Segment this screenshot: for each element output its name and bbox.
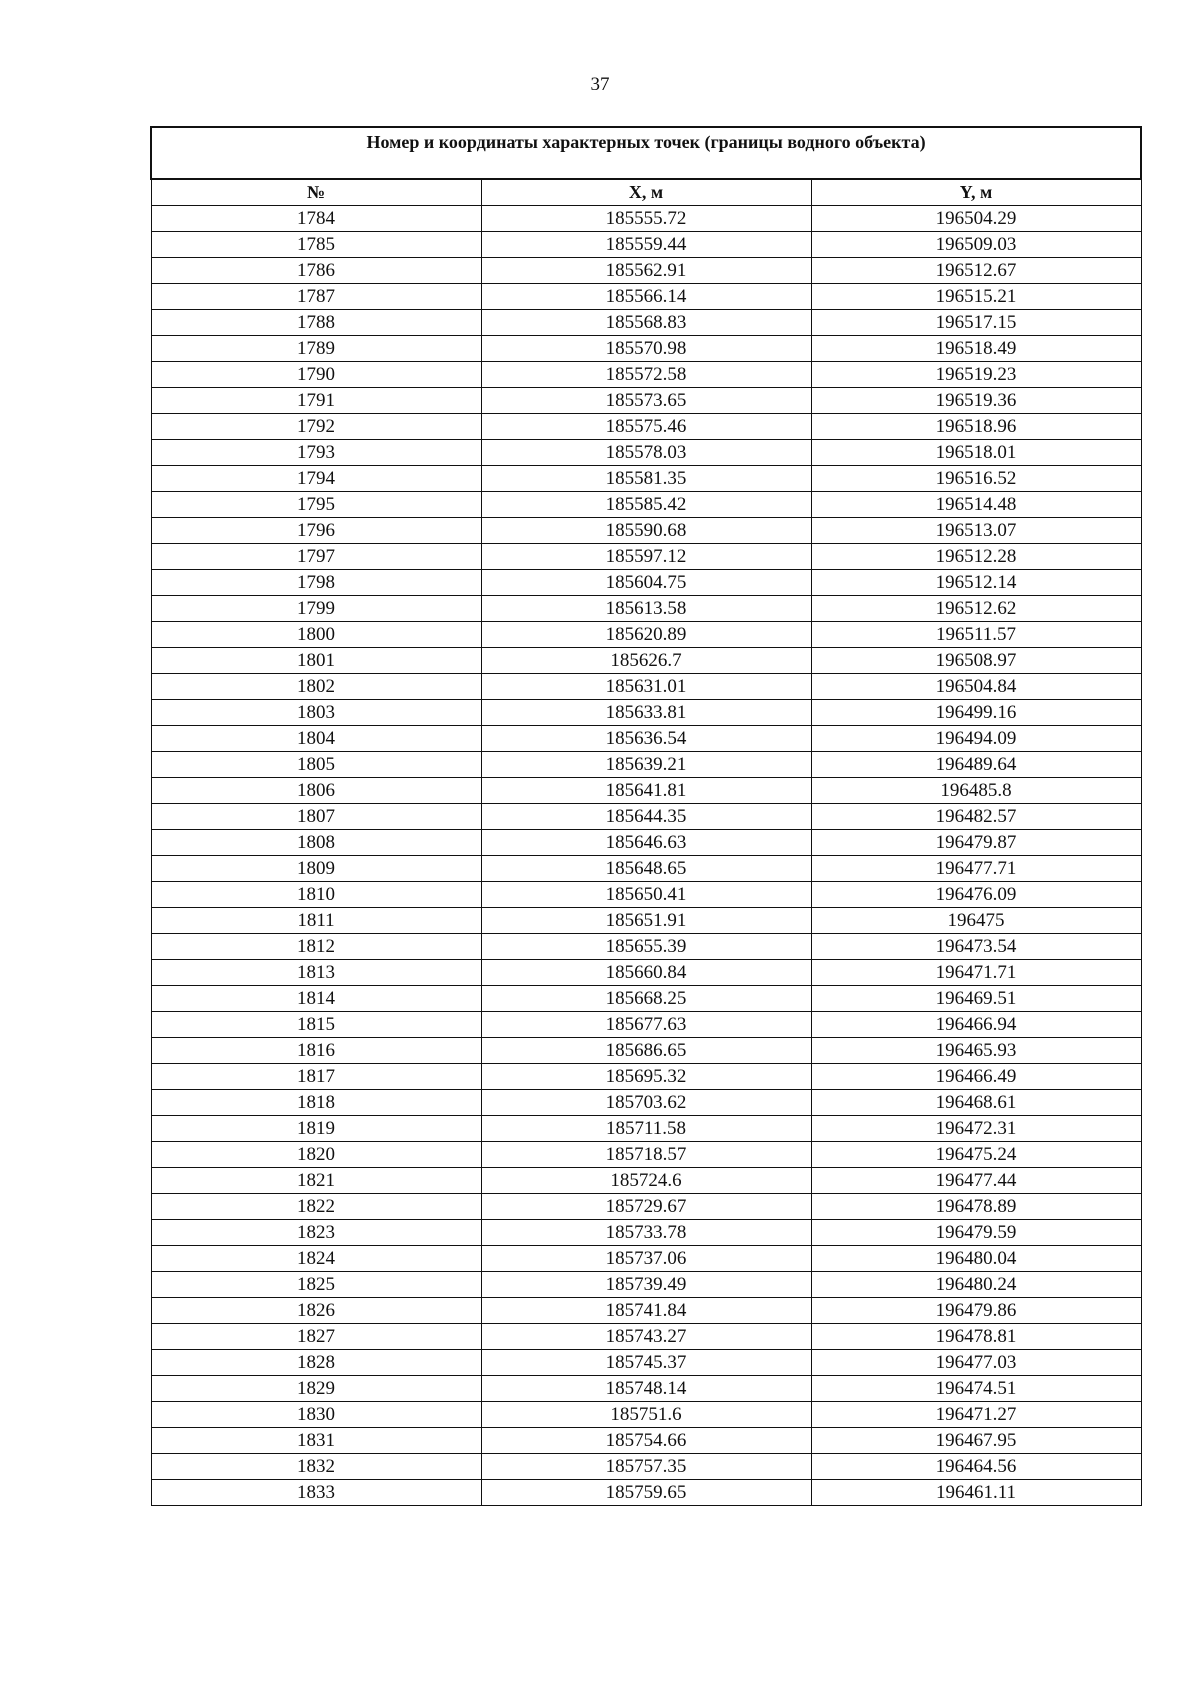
point-number-cell: 1807: [151, 804, 481, 830]
table-row: [151, 518, 1141, 544]
y-coordinate-cell: 196512.28: [811, 544, 1141, 570]
y-coordinate-cell: 196485.8: [811, 778, 1141, 804]
point-number-cell: 1788: [151, 310, 481, 336]
x-coordinate-cell: 185648.65: [481, 856, 811, 882]
table-row: [151, 284, 1141, 310]
table-row: [151, 1168, 1141, 1194]
point-number-cell: 1802: [151, 674, 481, 700]
x-coordinate-cell: 185613.58: [481, 596, 811, 622]
table-row: [151, 258, 1141, 284]
point-number-cell: 1796: [151, 518, 481, 544]
x-coordinate-cell: 185655.39: [481, 934, 811, 960]
point-number-cell: 1814: [151, 986, 481, 1012]
point-number-cell: 1798: [151, 570, 481, 596]
x-coordinate-cell: 185562.91: [481, 258, 811, 284]
point-number-cell: 1823: [151, 1220, 481, 1246]
table-row: [151, 752, 1141, 778]
x-coordinate-cell: 185695.32: [481, 1064, 811, 1090]
table-row: [151, 986, 1141, 1012]
table-row: [151, 908, 1141, 934]
x-coordinate-cell: 185729.67: [481, 1194, 811, 1220]
table-row: [151, 596, 1141, 622]
point-number-cell: 1803: [151, 700, 481, 726]
y-coordinate-cell: 196473.54: [811, 934, 1141, 960]
y-coordinate-cell: 196466.94: [811, 1012, 1141, 1038]
y-coordinate-cell: 196461.11: [811, 1480, 1141, 1506]
x-coordinate-cell: 185581.35: [481, 466, 811, 492]
coordinates-table: [150, 126, 1142, 1506]
x-coordinate-cell: 185633.81: [481, 700, 811, 726]
y-coordinate-cell: 196494.09: [811, 726, 1141, 752]
point-number-cell: 1824: [151, 1246, 481, 1272]
column-header-number: №: [151, 179, 481, 206]
x-coordinate-cell: 185741.84: [481, 1298, 811, 1324]
table-row: [151, 1142, 1141, 1168]
y-coordinate-cell: 196504.29: [811, 206, 1141, 232]
table-row: [151, 882, 1141, 908]
table-row: [151, 362, 1141, 388]
x-coordinate-cell: 185751.6: [481, 1402, 811, 1428]
x-coordinate-cell: 185575.46: [481, 414, 811, 440]
point-number-cell: 1790: [151, 362, 481, 388]
y-coordinate-cell: 196480.24: [811, 1272, 1141, 1298]
x-coordinate-cell: 185626.7: [481, 648, 811, 674]
table-row: [151, 388, 1141, 414]
x-coordinate-cell: 185759.65: [481, 1480, 811, 1506]
point-number-cell: 1786: [151, 258, 481, 284]
point-number-cell: 1816: [151, 1038, 481, 1064]
y-coordinate-cell: 196509.03: [811, 232, 1141, 258]
point-number-cell: 1809: [151, 856, 481, 882]
y-coordinate-cell: 196466.49: [811, 1064, 1141, 1090]
y-coordinate-cell: 196518.01: [811, 440, 1141, 466]
table-title-row: [151, 127, 1141, 179]
x-coordinate-cell: 185590.68: [481, 518, 811, 544]
x-coordinate-cell: 185739.49: [481, 1272, 811, 1298]
table-row: [151, 830, 1141, 856]
point-number-cell: 1826: [151, 1298, 481, 1324]
table-row: [151, 414, 1141, 440]
table-row: [151, 336, 1141, 362]
y-coordinate-cell: 196469.51: [811, 986, 1141, 1012]
y-coordinate-cell: 196471.71: [811, 960, 1141, 986]
page-number: 37: [590, 74, 610, 95]
table-row: [151, 466, 1141, 492]
point-number-cell: 1793: [151, 440, 481, 466]
x-coordinate-cell: 185573.65: [481, 388, 811, 414]
y-coordinate-cell: 196516.52: [811, 466, 1141, 492]
x-coordinate-cell: 185646.63: [481, 830, 811, 856]
x-coordinate-cell: 185651.91: [481, 908, 811, 934]
point-number-cell: 1801: [151, 648, 481, 674]
point-number-cell: 1792: [151, 414, 481, 440]
x-coordinate-cell: 185620.89: [481, 622, 811, 648]
y-coordinate-cell: 196512.14: [811, 570, 1141, 596]
x-coordinate-cell: 185570.98: [481, 336, 811, 362]
y-coordinate-cell: 196464.56: [811, 1454, 1141, 1480]
y-coordinate-cell: 196517.15: [811, 310, 1141, 336]
x-coordinate-cell: 185578.03: [481, 440, 811, 466]
x-coordinate-cell: 185660.84: [481, 960, 811, 986]
y-coordinate-cell: 196479.59: [811, 1220, 1141, 1246]
x-coordinate-cell: 185641.81: [481, 778, 811, 804]
table-title: Номер и координаты характерных точек (границы водного объекта): [151, 127, 1141, 179]
x-coordinate-cell: 185724.6: [481, 1168, 811, 1194]
y-coordinate-cell: 196471.27: [811, 1402, 1141, 1428]
y-coordinate-cell: 196480.04: [811, 1246, 1141, 1272]
y-coordinate-cell: 196513.07: [811, 518, 1141, 544]
x-coordinate-cell: 185668.25: [481, 986, 811, 1012]
table-row: [151, 1090, 1141, 1116]
point-number-cell: 1833: [151, 1480, 481, 1506]
point-number-cell: 1799: [151, 596, 481, 622]
table-row: [151, 1194, 1141, 1220]
table-row: [151, 1064, 1141, 1090]
point-number-cell: 1818: [151, 1090, 481, 1116]
x-coordinate-cell: 185585.42: [481, 492, 811, 518]
point-number-cell: 1805: [151, 752, 481, 778]
y-coordinate-cell: 196478.89: [811, 1194, 1141, 1220]
y-coordinate-cell: 196511.57: [811, 622, 1141, 648]
y-coordinate-cell: 196479.87: [811, 830, 1141, 856]
point-number-cell: 1806: [151, 778, 481, 804]
table-row: [151, 232, 1141, 258]
point-number-cell: 1804: [151, 726, 481, 752]
x-coordinate-cell: 185757.35: [481, 1454, 811, 1480]
x-coordinate-cell: 185737.06: [481, 1246, 811, 1272]
x-coordinate-cell: 185754.66: [481, 1428, 811, 1454]
point-number-cell: 1827: [151, 1324, 481, 1350]
point-number-cell: 1829: [151, 1376, 481, 1402]
table-row: [151, 1272, 1141, 1298]
y-coordinate-cell: 196515.21: [811, 284, 1141, 310]
table-row: [151, 492, 1141, 518]
y-coordinate-cell: 196475.24: [811, 1142, 1141, 1168]
table-row: [151, 570, 1141, 596]
y-coordinate-cell: 196512.62: [811, 596, 1141, 622]
x-coordinate-cell: 185711.58: [481, 1116, 811, 1142]
point-number-cell: 1822: [151, 1194, 481, 1220]
table-row: [151, 700, 1141, 726]
y-coordinate-cell: 196465.93: [811, 1038, 1141, 1064]
table-row: [151, 440, 1141, 466]
y-coordinate-cell: 196468.61: [811, 1090, 1141, 1116]
table-row: [151, 804, 1141, 830]
y-coordinate-cell: 196518.96: [811, 414, 1141, 440]
table-row: [151, 622, 1141, 648]
point-number-cell: 1831: [151, 1428, 481, 1454]
table-row: [151, 674, 1141, 700]
y-coordinate-cell: 196489.64: [811, 752, 1141, 778]
point-number-cell: 1821: [151, 1168, 481, 1194]
point-number-cell: 1815: [151, 1012, 481, 1038]
y-coordinate-cell: 196479.86: [811, 1298, 1141, 1324]
table-row: [151, 206, 1141, 232]
table-body: [151, 206, 1141, 1506]
table-row: [151, 1246, 1141, 1272]
point-number-cell: 1810: [151, 882, 481, 908]
y-coordinate-cell: 196508.97: [811, 648, 1141, 674]
column-header-x: X, м: [481, 179, 811, 206]
point-number-cell: 1797: [151, 544, 481, 570]
y-coordinate-cell: 196504.84: [811, 674, 1141, 700]
point-number-cell: 1832: [151, 1454, 481, 1480]
table-row: [151, 1350, 1141, 1376]
point-number-cell: 1830: [151, 1402, 481, 1428]
x-coordinate-cell: 185572.58: [481, 362, 811, 388]
table-row: [151, 544, 1141, 570]
table-row: [151, 960, 1141, 986]
y-coordinate-cell: 196519.36: [811, 388, 1141, 414]
point-number-cell: 1785: [151, 232, 481, 258]
x-coordinate-cell: 185703.62: [481, 1090, 811, 1116]
x-coordinate-cell: 185555.72: [481, 206, 811, 232]
point-number-cell: 1808: [151, 830, 481, 856]
point-number-cell: 1812: [151, 934, 481, 960]
table-row: [151, 856, 1141, 882]
x-coordinate-cell: 185636.54: [481, 726, 811, 752]
table-row: [151, 778, 1141, 804]
x-coordinate-cell: 185743.27: [481, 1324, 811, 1350]
x-coordinate-cell: 185568.83: [481, 310, 811, 336]
x-coordinate-cell: 185566.14: [481, 284, 811, 310]
table-row: [151, 1428, 1141, 1454]
table-row: [151, 726, 1141, 752]
point-number-cell: 1819: [151, 1116, 481, 1142]
y-coordinate-cell: 196474.51: [811, 1376, 1141, 1402]
y-coordinate-cell: 196512.67: [811, 258, 1141, 284]
point-number-cell: 1794: [151, 466, 481, 492]
x-coordinate-cell: 185604.75: [481, 570, 811, 596]
point-number-cell: 1800: [151, 622, 481, 648]
x-coordinate-cell: 185677.63: [481, 1012, 811, 1038]
table-row: [151, 1220, 1141, 1246]
point-number-cell: 1789: [151, 336, 481, 362]
x-coordinate-cell: 185631.01: [481, 674, 811, 700]
y-coordinate-cell: 196475: [811, 908, 1141, 934]
y-coordinate-cell: 196477.71: [811, 856, 1141, 882]
point-number-cell: 1811: [151, 908, 481, 934]
table-row: [151, 1012, 1141, 1038]
table-row: [151, 1116, 1141, 1142]
x-coordinate-cell: 185733.78: [481, 1220, 811, 1246]
y-coordinate-cell: 196518.49: [811, 336, 1141, 362]
y-coordinate-cell: 196514.48: [811, 492, 1141, 518]
table-row: [151, 1376, 1141, 1402]
point-number-cell: 1795: [151, 492, 481, 518]
point-number-cell: 1817: [151, 1064, 481, 1090]
table-header-row: [151, 179, 1141, 206]
table-row: [151, 1324, 1141, 1350]
y-coordinate-cell: 196467.95: [811, 1428, 1141, 1454]
point-number-cell: 1791: [151, 388, 481, 414]
x-coordinate-cell: 185686.65: [481, 1038, 811, 1064]
y-coordinate-cell: 196499.16: [811, 700, 1141, 726]
y-coordinate-cell: 196482.57: [811, 804, 1141, 830]
x-coordinate-cell: 185559.44: [481, 232, 811, 258]
table-row: [151, 1480, 1141, 1506]
y-coordinate-cell: 196477.44: [811, 1168, 1141, 1194]
point-number-cell: 1784: [151, 206, 481, 232]
x-coordinate-cell: 185597.12: [481, 544, 811, 570]
y-coordinate-cell: 196478.81: [811, 1324, 1141, 1350]
table-row: [151, 934, 1141, 960]
point-number-cell: 1820: [151, 1142, 481, 1168]
point-number-cell: 1787: [151, 284, 481, 310]
x-coordinate-cell: 185644.35: [481, 804, 811, 830]
y-coordinate-cell: 196477.03: [811, 1350, 1141, 1376]
table-row: [151, 1454, 1141, 1480]
table-row: [151, 648, 1141, 674]
point-number-cell: 1825: [151, 1272, 481, 1298]
point-number-cell: 1813: [151, 960, 481, 986]
y-coordinate-cell: 196472.31: [811, 1116, 1141, 1142]
x-coordinate-cell: 185718.57: [481, 1142, 811, 1168]
x-coordinate-cell: 185650.41: [481, 882, 811, 908]
table-row: [151, 1038, 1141, 1064]
y-coordinate-cell: 196476.09: [811, 882, 1141, 908]
point-number-cell: 1828: [151, 1350, 481, 1376]
x-coordinate-cell: 185639.21: [481, 752, 811, 778]
table-row: [151, 1402, 1141, 1428]
x-coordinate-cell: 185748.14: [481, 1376, 811, 1402]
column-header-y: Y, м: [811, 179, 1141, 206]
y-coordinate-cell: 196519.23: [811, 362, 1141, 388]
table-row: [151, 1298, 1141, 1324]
table-row: [151, 310, 1141, 336]
x-coordinate-cell: 185745.37: [481, 1350, 811, 1376]
